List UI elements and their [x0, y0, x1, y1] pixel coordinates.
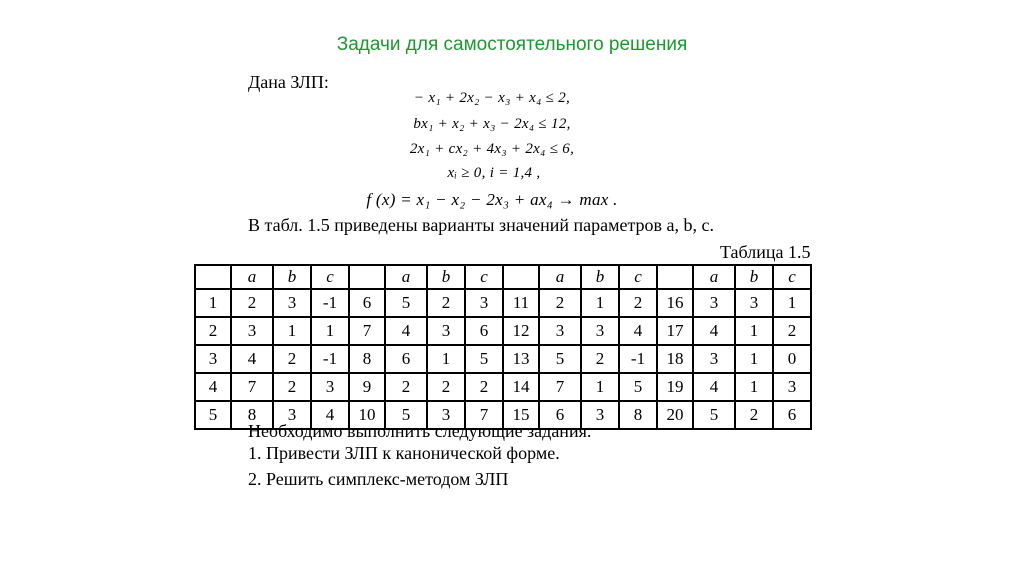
param-value-cell: 0 [773, 345, 811, 373]
param-value-cell: 5 [693, 401, 735, 429]
page-title: Задачи для самостоятельного решения [336, 34, 688, 55]
param-value-cell: 1 [427, 345, 465, 373]
param-value-cell: 3 [427, 401, 465, 429]
param-value-cell: 3 [273, 289, 311, 317]
table-row [195, 317, 811, 345]
param-value-cell: 2 [539, 289, 581, 317]
param-value-cell: 2 [619, 289, 657, 317]
param-value-cell: 2 [465, 373, 503, 401]
variant-number-cell: 13 [503, 345, 539, 373]
param-value-cell: 4 [311, 401, 349, 429]
param-value-cell: 5 [385, 289, 427, 317]
table-row [195, 345, 811, 373]
param-value-cell: -1 [619, 345, 657, 373]
header-variant-cell [503, 265, 539, 289]
param-value-cell: 4 [693, 317, 735, 345]
param-value-cell: 8 [619, 401, 657, 429]
intro-text: В табл. 1.5 приведены варианты значений параметров a, b, c. [248, 215, 715, 235]
param-value-cell: 5 [385, 401, 427, 429]
variant-number-cell: 4 [195, 373, 231, 401]
param-value-cell: 7 [539, 373, 581, 401]
param-value-cell: 3 [581, 317, 619, 345]
constraint-3: 2x₁ + cx₂ + 4x₃ + 2x₄ ≤ 6, [409, 141, 575, 157]
variant-number-cell: 14 [503, 373, 539, 401]
header-param-a: a [385, 265, 427, 289]
param-value-cell: 2 [273, 345, 311, 373]
param-value-cell: 2 [581, 345, 619, 373]
param-value-cell: 2 [385, 373, 427, 401]
param-value-cell: 1 [581, 373, 619, 401]
param-value-cell: 4 [385, 317, 427, 345]
variant-number-cell: 19 [657, 373, 693, 401]
param-value-cell: 2 [427, 289, 465, 317]
header-variant-cell [195, 265, 231, 289]
param-value-cell: 2 [735, 401, 773, 429]
param-value-cell: 3 [231, 317, 273, 345]
param-value-cell: 5 [619, 373, 657, 401]
param-value-cell: 3 [465, 289, 503, 317]
header-param-b: b [735, 265, 773, 289]
param-value-cell: 2 [231, 289, 273, 317]
objective-function: f (x) = x₁ − x₂ − 2x₃ + ax₄ → max . [366, 190, 618, 209]
param-value-cell: -1 [311, 289, 349, 317]
param-value-cell: 3 [693, 345, 735, 373]
param-value-cell: 4 [693, 373, 735, 401]
param-value-cell: 8 [231, 401, 273, 429]
param-value-cell: 2 [427, 373, 465, 401]
variant-number-cell: 15 [503, 401, 539, 429]
header-variant-cell [657, 265, 693, 289]
param-value-cell: 1 [311, 317, 349, 345]
param-value-cell: 3 [735, 289, 773, 317]
header-param-c: c [311, 265, 349, 289]
param-value-cell: 3 [773, 373, 811, 401]
variant-number-cell: 6 [349, 289, 385, 317]
constraint-1: − x₁ + 2x₂ − x₃ + x₄ ≤ 2, [413, 90, 571, 106]
param-value-cell: 1 [581, 289, 619, 317]
header-param-b: b [427, 265, 465, 289]
header-param-b: b [581, 265, 619, 289]
variant-number-cell: 16 [657, 289, 693, 317]
variant-number-cell: 11 [503, 289, 539, 317]
header-param-c: c [773, 265, 811, 289]
param-value-cell: 6 [539, 401, 581, 429]
param-value-cell: 5 [539, 345, 581, 373]
param-value-cell: 2 [273, 373, 311, 401]
constraint-2: bx₁ + x₂ + x₃ − 2x₄ ≤ 12, [413, 116, 571, 132]
header-param-a: a [231, 265, 273, 289]
table-row [195, 373, 811, 401]
param-value-cell: 7 [465, 401, 503, 429]
variant-number-cell: 18 [657, 345, 693, 373]
variant-number-cell: 10 [349, 401, 385, 429]
variant-number-cell: 12 [503, 317, 539, 345]
param-value-cell: 4 [231, 345, 273, 373]
header-param-b: b [273, 265, 311, 289]
param-value-cell: 3 [539, 317, 581, 345]
variant-number-cell: 5 [195, 401, 231, 429]
param-value-cell: 3 [273, 401, 311, 429]
param-value-cell: 2 [773, 317, 811, 345]
header-param-a: a [539, 265, 581, 289]
variant-number-cell: 2 [195, 317, 231, 345]
param-value-cell: 6 [385, 345, 427, 373]
variants-table [194, 264, 812, 430]
table-row [195, 289, 811, 317]
param-value-cell: 3 [693, 289, 735, 317]
param-value-cell: 4 [619, 317, 657, 345]
variant-number-cell: 1 [195, 289, 231, 317]
param-value-cell: 1 [773, 289, 811, 317]
given-label: Дана ЗЛП: [248, 72, 329, 92]
header-param-a: a [693, 265, 735, 289]
header-param-c: c [465, 265, 503, 289]
param-value-cell: 1 [273, 317, 311, 345]
variant-number-cell: 9 [349, 373, 385, 401]
task-1: 1. Привести ЗЛП к канонической форме. [248, 443, 560, 463]
variant-number-cell: 7 [349, 317, 385, 345]
param-value-cell: 3 [581, 401, 619, 429]
param-value-cell: 5 [465, 345, 503, 373]
param-value-cell: 1 [735, 345, 773, 373]
table-caption: Таблица 1.5 [720, 242, 811, 262]
param-value-cell: 1 [735, 317, 773, 345]
param-value-cell: 6 [465, 317, 503, 345]
param-value-cell: 1 [735, 373, 773, 401]
variant-number-cell: 17 [657, 317, 693, 345]
header-variant-cell [349, 265, 385, 289]
param-value-cell: 3 [311, 373, 349, 401]
param-value-cell: -1 [311, 345, 349, 373]
param-value-cell: 3 [427, 317, 465, 345]
header-param-c: c [619, 265, 657, 289]
variant-number-cell: 3 [195, 345, 231, 373]
param-value-cell: 7 [231, 373, 273, 401]
task-2: 2. Решить симплекс-методом ЗЛП [248, 469, 509, 489]
table-header-row [195, 265, 811, 289]
param-value-cell: 6 [773, 401, 811, 429]
tasks-intro: Необходимо выполнить следующие задания. [248, 421, 592, 441]
variant-number-cell: 8 [349, 345, 385, 373]
constraint-nonneg: xᵢ ≥ 0, i = 1,4 , [447, 165, 541, 181]
variant-number-cell: 20 [657, 401, 693, 429]
